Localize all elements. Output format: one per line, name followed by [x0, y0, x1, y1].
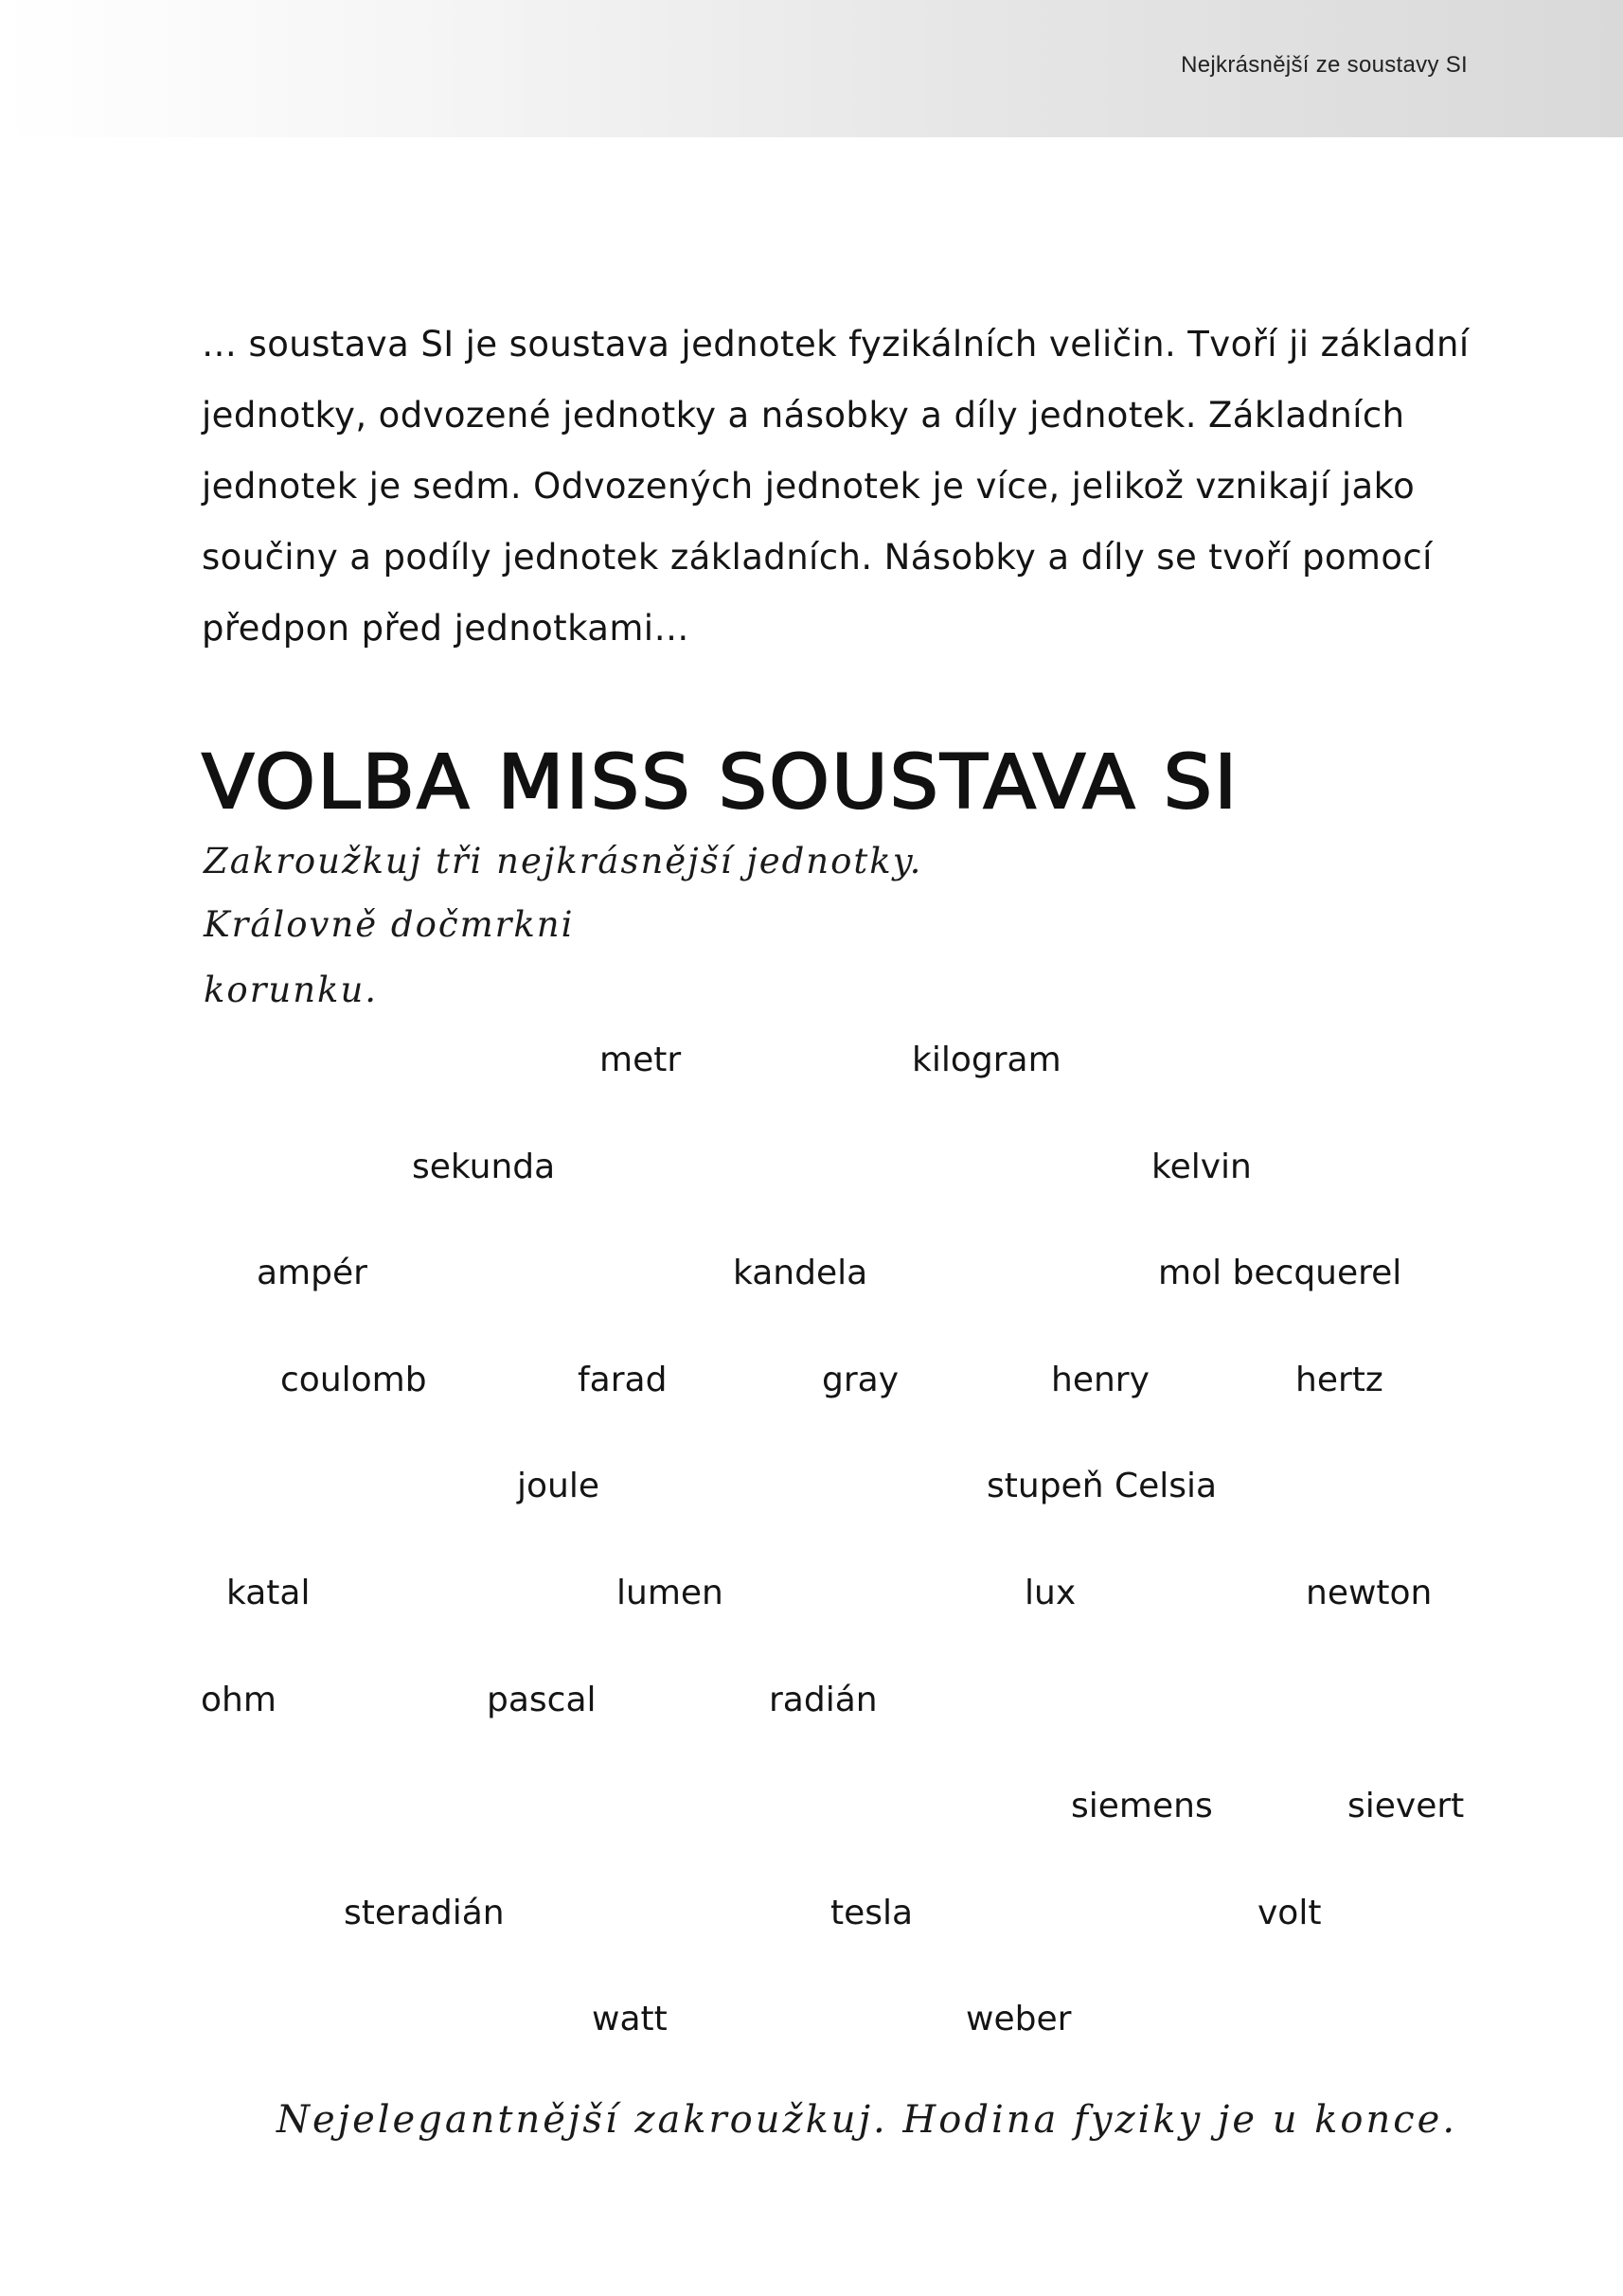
unit-mol-becquerel[interactable]: mol becquerel	[1158, 1254, 1402, 1292]
unit-radian[interactable]: radián	[769, 1681, 878, 1719]
unit-ohm[interactable]: ohm	[201, 1681, 276, 1719]
unit-coulomb[interactable]: coulomb	[280, 1361, 427, 1399]
running-title: Nejkrásnější ze soustavy SI	[1181, 52, 1468, 78]
intro-line: součiny a podíly jednotek základních. Násobky a díly se tvoří pomocí	[202, 537, 1433, 578]
unit-farad[interactable]: farad	[578, 1361, 668, 1399]
closing-instruction: Nejelegantnější zakroužkuj. Hodina fyziky je u konce.	[276, 2098, 1458, 2142]
intro-line: … soustava SI je soustava jednotek fyzikálních veličin. Tvoří ji základní	[202, 324, 1470, 365]
unit-siemens[interactable]: siemens	[1071, 1787, 1213, 1825]
page-title: VOLBA MISS SOUSTAVA SI	[202, 740, 1240, 826]
unit-lux[interactable]: lux	[1025, 1574, 1077, 1612]
unit-weber[interactable]: weber	[966, 2000, 1072, 2038]
unit-metr[interactable]: metr	[599, 1041, 682, 1079]
unit-stupen-celsia[interactable]: stupeň Celsia	[987, 1467, 1218, 1505]
instruction-line: Zakroužkuj tři nejkrásnější jednotky.	[204, 841, 923, 881]
unit-katal[interactable]: katal	[226, 1574, 311, 1612]
unit-joule[interactable]: joule	[517, 1467, 599, 1505]
unit-henry[interactable]: henry	[1051, 1361, 1150, 1399]
unit-newton[interactable]: newton	[1306, 1574, 1433, 1612]
unit-lumen[interactable]: lumen	[616, 1574, 723, 1612]
intro-paragraph	[202, 309, 1471, 664]
intro-line: předpon před jednotkami…	[202, 608, 689, 649]
unit-amper[interactable]: ampér	[257, 1254, 367, 1292]
unit-pascal[interactable]: pascal	[487, 1681, 597, 1719]
unit-kandela[interactable]: kandela	[733, 1254, 868, 1292]
unit-kilogram[interactable]: kilogram	[912, 1041, 1061, 1079]
unit-sekunda[interactable]: sekunda	[412, 1148, 556, 1186]
unit-gray[interactable]: gray	[822, 1361, 900, 1399]
unit-tesla[interactable]: tesla	[830, 1894, 914, 1932]
unit-hertz[interactable]: hertz	[1295, 1361, 1383, 1399]
unit-watt[interactable]: watt	[592, 2000, 668, 2038]
intro-line: jednotky, odvozené jednotky a násobky a díly jednotek. Základních	[202, 395, 1405, 436]
unit-sievert[interactable]: sievert	[1347, 1787, 1465, 1825]
instruction-line: Královně dočmrkni	[204, 904, 575, 945]
unit-volt[interactable]: volt	[1257, 1894, 1322, 1932]
instruction-line: korunku.	[204, 970, 379, 1010]
unit-kelvin[interactable]: kelvin	[1151, 1148, 1252, 1186]
intro-line: jednotek je sedm. Odvozených jednotek je více, jelikož vznikají jako	[202, 466, 1416, 507]
unit-steradian[interactable]: steradián	[344, 1894, 505, 1932]
